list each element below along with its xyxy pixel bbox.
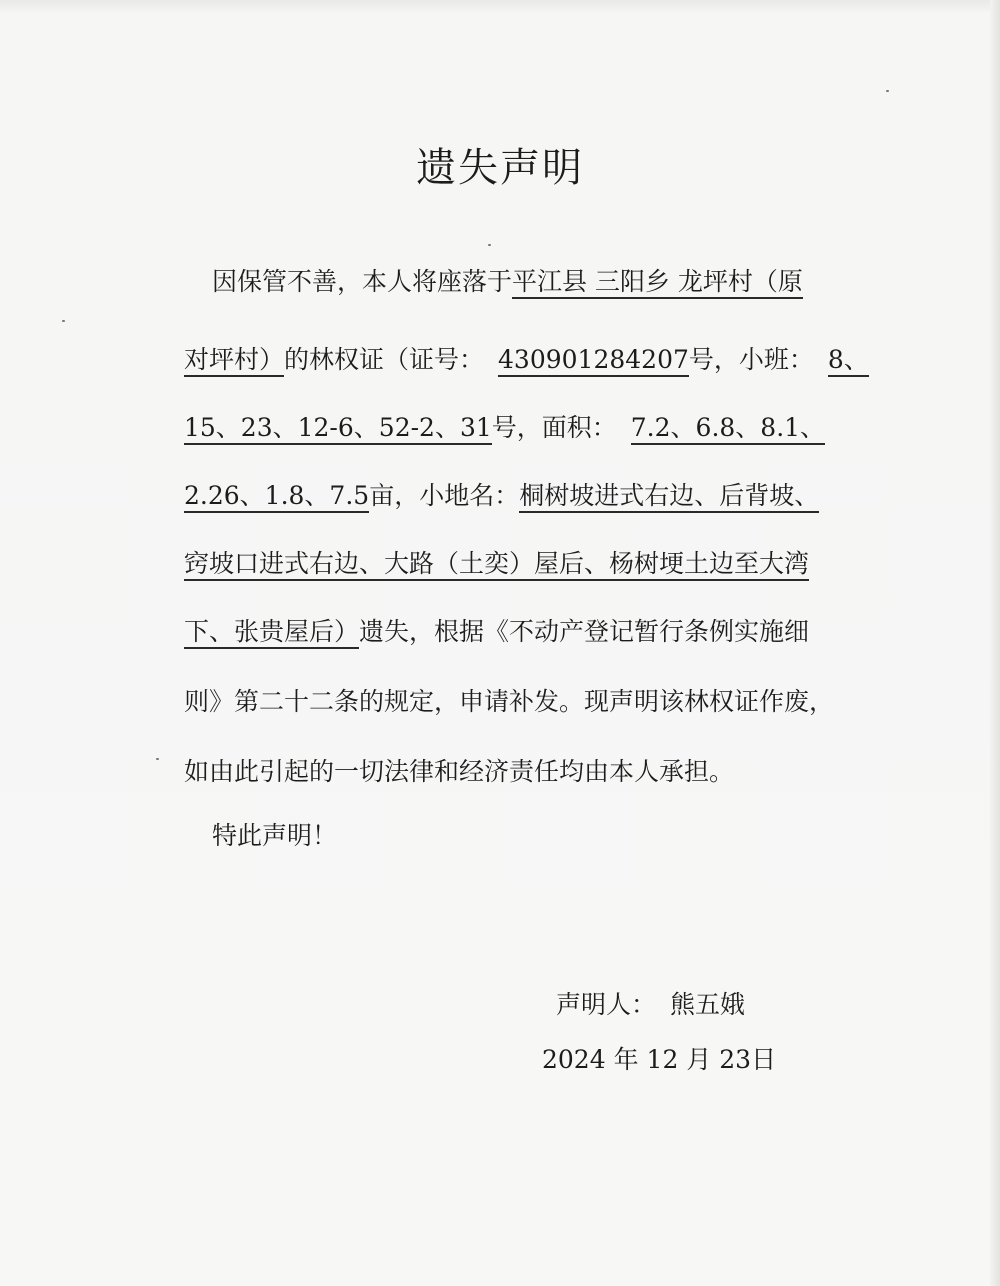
paragraph-line-8 xyxy=(184,752,734,792)
line-text: 因保管不善，本人将座落于 xyxy=(212,267,513,296)
place-name-field-end: 下、张贵屋后） xyxy=(184,617,359,649)
line-text: 则》第二十二条的规定，申请补发。现声明该林权证作废， xyxy=(184,687,835,716)
scan-speck xyxy=(156,758,159,760)
place-name-field-cont: 窍坡口进式右边、大路（土奕）屋后、杨树埂土边至大湾 xyxy=(184,549,809,581)
line-text: 遗失，根据《不动产登记暂行条例实施细 xyxy=(359,617,810,646)
place-name-field: 桐树坡进式右边、后背坡、 xyxy=(519,481,819,513)
scan-speck xyxy=(886,90,889,92)
paragraph-line-7 xyxy=(184,682,834,722)
line-text: 号，小班： xyxy=(688,345,814,374)
signer-label: 声明人： xyxy=(556,990,657,1019)
signature-block xyxy=(556,985,745,1025)
subclass-field-cont: 15、23、12-6、52-2、31 xyxy=(184,413,492,445)
date-line xyxy=(542,1040,776,1080)
date-year: 2024 xyxy=(542,1045,606,1074)
paragraph-line-2 xyxy=(184,340,869,380)
paragraph-line-4 xyxy=(184,476,819,516)
area-field-cont: 2.26、1.8、7.5 xyxy=(184,481,369,513)
date-day: 23 xyxy=(719,1045,752,1074)
location-field-cont: 对坪村） xyxy=(184,345,284,377)
date-month-unit: 月 xyxy=(686,1045,712,1074)
subclass-field: 8、 xyxy=(828,345,869,377)
paragraph-line-3 xyxy=(184,408,825,448)
area-field: 7.2、6.8、8.1、 xyxy=(631,413,825,445)
paragraph-line-6 xyxy=(184,612,809,652)
line-text: 亩，小地名： xyxy=(369,481,520,510)
paragraph-line-1 xyxy=(212,262,803,302)
document-title: 遗失声明 xyxy=(416,145,584,191)
signer-name: 熊五娥 xyxy=(670,990,746,1019)
line-text: 如由此引起的一切法律和经济责任均由本人承担。 xyxy=(184,757,735,786)
date-month: 12 xyxy=(646,1045,679,1074)
line-text: 的林权证（证号： xyxy=(284,345,485,374)
paragraph-line-5 xyxy=(184,544,809,584)
location-field: 平江县 三阳乡 龙坪村（原 xyxy=(512,267,803,299)
date-year-unit: 年 xyxy=(613,1045,639,1074)
closing-text: 特此声明！ xyxy=(212,821,338,850)
scan-speck xyxy=(488,244,491,246)
certificate-number: 430901284207 xyxy=(498,345,689,377)
date-day-unit: 日 xyxy=(751,1045,777,1074)
scan-speck xyxy=(62,320,65,322)
line-text: 号，面积： xyxy=(491,413,617,442)
closing-line xyxy=(212,816,337,856)
